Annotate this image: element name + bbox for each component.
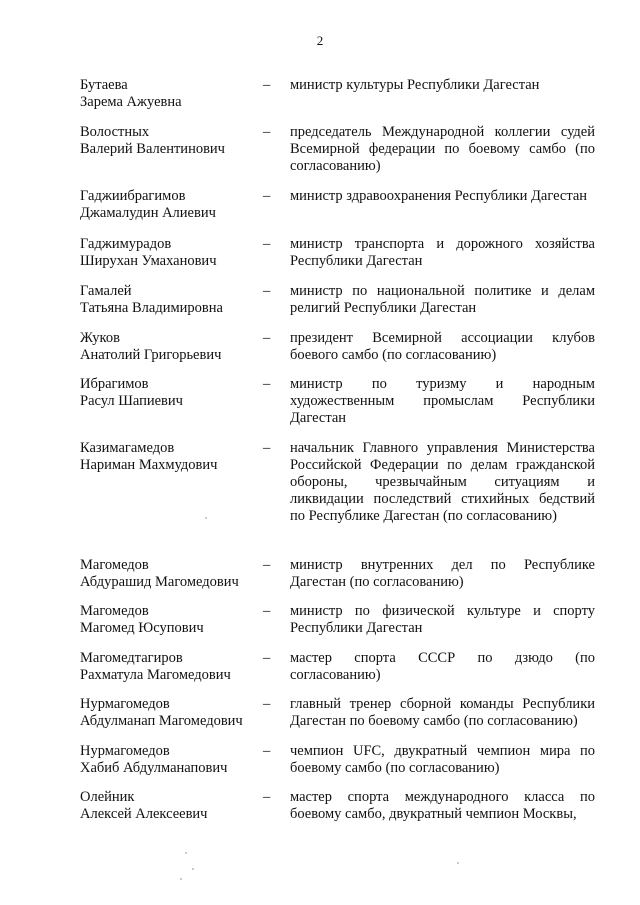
dash-separator: – xyxy=(263,330,271,346)
member-surname: Гамалей xyxy=(80,283,132,299)
member-surname: Ибрагимов xyxy=(80,376,149,392)
member-role: министр по национальной политике и делам религий Республики Дагестан xyxy=(290,283,595,316)
member-given-name: Анатолий Григорьевич xyxy=(80,347,222,363)
member-role: главный тренер сборной команды Республики Дагестан по боевому самбо (по согласованию) xyxy=(290,696,595,729)
member-name xyxy=(80,188,260,222)
member-name xyxy=(80,650,260,684)
member-surname: Нурмагомедов xyxy=(80,743,170,759)
member-name xyxy=(80,789,260,823)
dash-separator: – xyxy=(263,743,271,759)
member-surname: Казимагамедов xyxy=(80,440,175,456)
member-given-name: Джамалудин Алиевич xyxy=(80,205,216,221)
member-given-name: Валерий Валентинович xyxy=(80,141,225,157)
member-surname: Бутаева xyxy=(80,77,128,93)
member-given-name: Абдулманап Магомедович xyxy=(80,713,243,729)
member-name xyxy=(80,236,260,270)
member-name xyxy=(80,557,260,591)
member-given-name: Абдурашид Магомедович xyxy=(80,574,239,590)
member-role: начальник Главного управления Министерства Российской Федерации по делам гражданской обороны, чрезвычайным ситуациям и ликвидации последствий стихийных бедствий по Республике Дагестан (по согласованию) xyxy=(290,440,595,524)
member-name xyxy=(80,330,260,364)
scan-speck xyxy=(205,517,207,519)
member-given-name: Ширухан Умаханович xyxy=(80,253,217,269)
dash-separator: – xyxy=(263,440,271,456)
dash-separator: – xyxy=(263,557,271,573)
member-given-name: Зарема Ажуевна xyxy=(80,94,182,110)
member-surname: Жуков xyxy=(80,330,120,346)
member-given-name: Расул Шапиевич xyxy=(80,393,183,409)
member-surname: Магомедтагиров xyxy=(80,650,183,666)
dash-separator: – xyxy=(263,376,271,392)
scan-speck xyxy=(180,878,182,880)
member-surname: Магомедов xyxy=(80,603,149,619)
member-surname: Нурмагомедов xyxy=(80,696,170,712)
member-name xyxy=(80,77,260,111)
member-role: мастер спорта СССР по дзюдо (по согласованию) xyxy=(290,650,595,683)
member-name xyxy=(80,283,260,317)
dash-separator: – xyxy=(263,650,271,666)
member-surname: Волостных xyxy=(80,124,150,140)
member-given-name: Татьяна Владимировна xyxy=(80,300,223,316)
member-surname: Гаджиибрагимов xyxy=(80,188,186,204)
member-given-name: Нариман Махмудович xyxy=(80,457,218,473)
member-name xyxy=(80,743,260,777)
member-given-name: Магомед Юсупович xyxy=(80,620,204,636)
member-given-name: Хабиб Абдулманапович xyxy=(80,760,228,776)
dash-separator: – xyxy=(263,124,271,140)
member-name xyxy=(80,603,260,637)
member-role: министр по физической культуре и спорту Республики Дагестан xyxy=(290,603,595,636)
dash-separator: – xyxy=(263,603,271,619)
dash-separator: – xyxy=(263,283,271,299)
member-name xyxy=(80,124,260,158)
member-role: министр транспорта и дорожного хозяйства Республики Дагестан xyxy=(290,236,595,269)
member-role: мастер спорта международного класса по боевому самбо, двукратный чемпион Москвы, xyxy=(290,789,595,822)
dash-separator: – xyxy=(263,77,271,93)
member-role: министр здравоохранения Республики Дагестан xyxy=(290,188,588,204)
member-surname: Гаджимурадов xyxy=(80,236,172,252)
scan-speck xyxy=(192,868,194,870)
member-given-name: Рахматула Магомедович xyxy=(80,667,231,683)
member-role: чемпион UFC, двукратный чемпион мира по боевому самбо (по согласованию) xyxy=(290,743,595,776)
member-role: министр по туризму и народным художественным промыслам Республики Дагестан xyxy=(290,376,595,426)
member-name xyxy=(80,440,260,474)
member-name xyxy=(80,376,260,410)
dash-separator: – xyxy=(263,696,271,712)
member-surname: Олейник xyxy=(80,789,135,805)
dash-separator: – xyxy=(263,236,271,252)
page-number: 2 xyxy=(316,33,324,48)
scan-speck xyxy=(185,852,187,854)
member-surname: Магомедов xyxy=(80,557,149,573)
scan-speck xyxy=(457,862,459,864)
member-role: председатель Международной коллегии судей Всемирной федерации по боевому самбо (по согласованию) xyxy=(290,124,595,174)
member-name xyxy=(80,696,260,730)
member-role: министр культуры Республики Дагестан xyxy=(290,77,540,93)
dash-separator: – xyxy=(263,188,271,204)
member-role: министр внутренних дел по Республике Дагестан (по согласованию) xyxy=(290,557,595,590)
member-given-name: Алексей Алексеевич xyxy=(80,806,208,822)
dash-separator: – xyxy=(263,789,271,805)
member-role: президент Всемирной ассоциации клубов боевого самбо (по согласованию) xyxy=(290,330,595,363)
